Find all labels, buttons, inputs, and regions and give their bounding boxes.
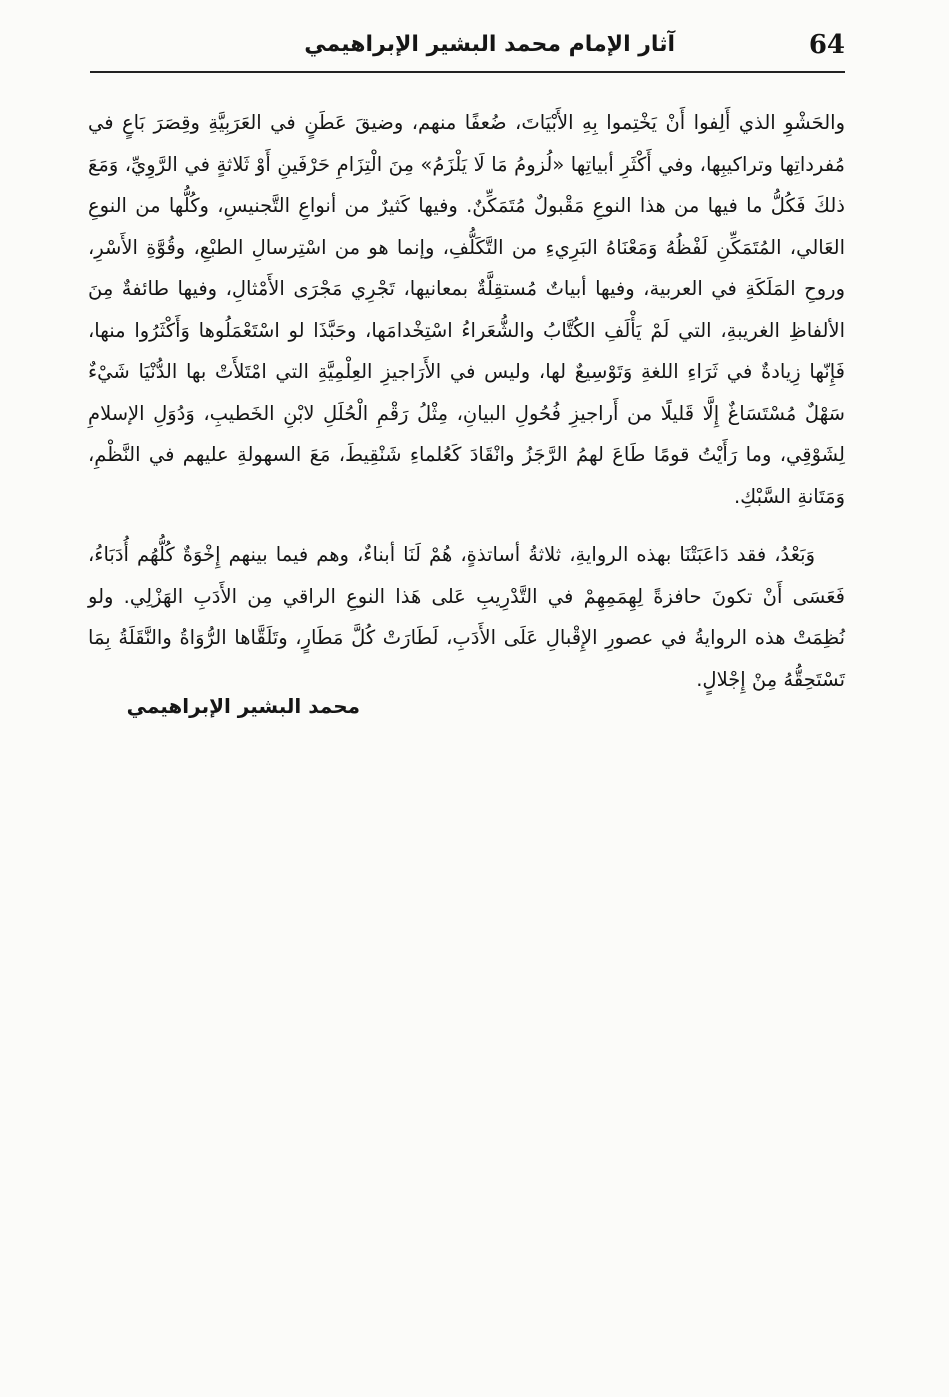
author-signature: محمد البشير الإبراهيمي	[126, 694, 360, 718]
paragraph-2: وَبَعْدُ، فقد دَاعَبَتْنَا بهذه الروايةِ، ثلاثةُ أساتذةٍ، هُمْ لَنَا أبناءٌ، وهم فيما بينهم إِخْوَةٌ كُلُّهُم أُدَبَاءُ، فَعَسَى أَنْ تكونَ حافزةً لِهِمَمِهِمْ في التَّدْرِيبِ عَلى هَذا النوعِ الراقي مِن الأَدَبِ الهَزْلِي. ولو نُظِمَتْ هذه الروايةُ في عصورِ الإِقْبالِ عَلَى الأَدَبِ، لَطَارَتْ كُلَّ مَطَارٍ، وتَلَقَّاها الرُّوَاةُ والنَّقَلَةُ بِمَا تَسْتَحِقُّهُ مِنْ إِجْلالٍ.	[88, 543, 845, 691]
body-text	[88, 102, 845, 717]
header-rule	[90, 71, 845, 73]
running-title: آثار الإمام محمد البشير الإبراهيمي	[304, 32, 675, 57]
page-header	[90, 22, 845, 70]
paragraph-1: والحَشْوِ الذي أَلِفوا أَنْ يَخْتِموا بِهِ الأَبْيَاتَ، ضُعفًا منهم، وضيقَ عَطَنٍ في العَرَبِيَّةِ وقِصَرَ بَاعٍ في مُفرداتِها وتراكيبِها، وفي أَكْثَرِ أبياتِها «لُزومُ مَا لَا يَلْزَمُ» مِنَ الْتِزَامِ حَرْفَينِ أَوْ ثَلاثةٍ في الرَّوِيِّ، وَمَعَ ذلكَ فَكُلُّ ما فيها من هذا النوعِ مَقْبولٌ مُتَمَكِّنٌ. وفيها كَثيرٌ من أنواعِ التَّجنيسِ، وكُلُّها من النوعِ العَالي، المُتَمَكِّنِ لَفْظُهُ وَمَعْنَاهُ البَرِيءِ من التَّكَلُّفِ، وإنما هو من اسْتِرسالِ الطبْعِ، وقُوَّةِ الأَسْرِ، وروحِ المَلَكَةِ في العربية، وفيها أبياتٌ مُستقِلَّةٌ بمعانيها، تَجْرِي مَجْرَى الأَمْثالِ، وفيها طائفةٌ مِنَ الألفاظِ الغريبةِ، التي لَمْ يَأْلَفِ الكُتَّابُ والشُّعَراءُ اسْتِخْدامَها، وحَبَّذَا لو اسْتَعْمَلُوها وَأَكْثَرُوا منها، فَإِنّها زِيادةٌ في ثَرَاءِ اللغةِ وَتَوْسِيعٌ لها، وليس في الأَرَاجيزِ العِلْمِيَّةِ التي امْتَلأَتْ بها الدُّنْيَا شَيْءٌ سَهْلٌ مُسْتَسَاغٌ إِلَّا قَليلًا من أَراجيزِ فُحُولِ البيانِ، مِثْلُ رَقْمِ الْحُلَلِ لابْنِ الخَطيبِ، وَدُوَلِ الإسلامِ لِشَوْقِي، وما رَأَيْتُ قومًا طَاعَ لهمُ الرَّجَزُ وانْقَادَ كَعُلماءِ شَنْقِيطَ، مَعَ السهولةِ عليهم في النَّظْمِ، وَمَتَانةِ السَّبْكِ.	[88, 111, 845, 508]
page-number: 64	[808, 30, 845, 60]
